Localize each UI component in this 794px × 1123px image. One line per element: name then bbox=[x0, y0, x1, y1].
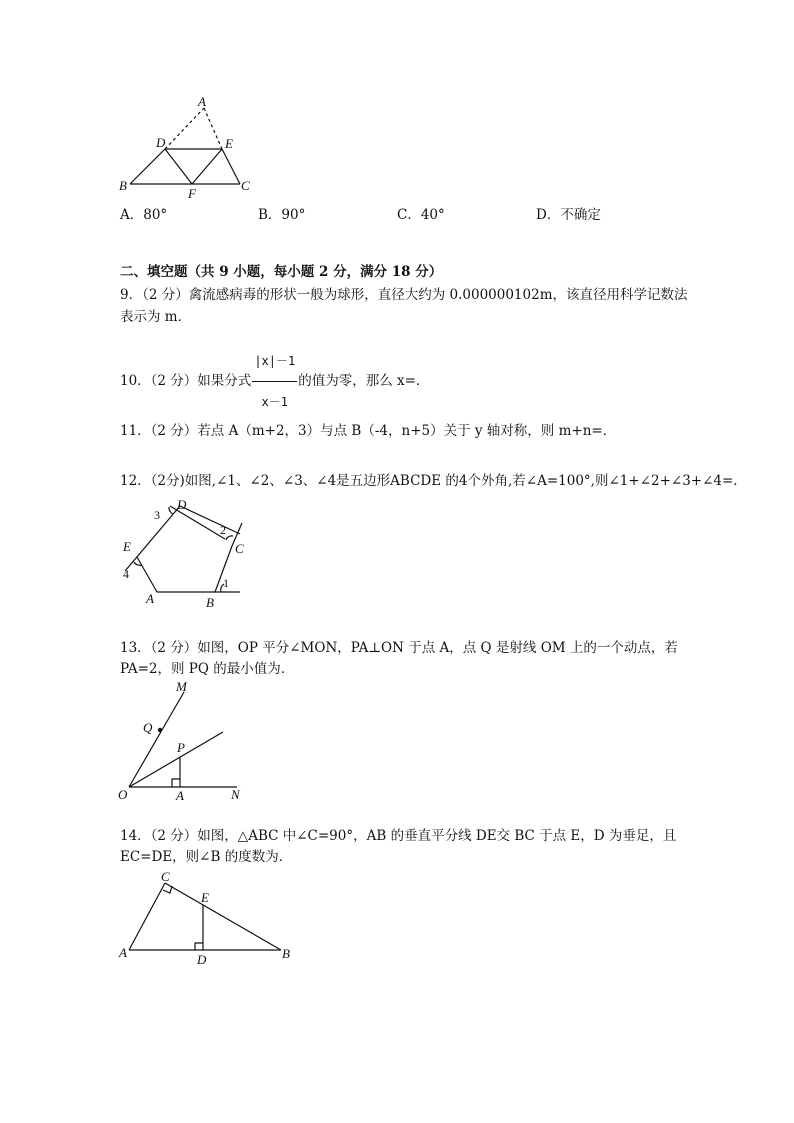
q12-segment-ea bbox=[137, 557, 157, 592]
q8-segment-df bbox=[165, 149, 192, 184]
q9-line1: 9．（2 分）禽流感病毒的形状一般为球形，直径大约为 0.000000102m，该直径用科学记数法 bbox=[120, 287, 688, 303]
q14-right-angle-mark-c bbox=[163, 886, 172, 893]
q12-label-1: 1 bbox=[223, 576, 229, 590]
q13-label-m: M bbox=[176, 680, 187, 694]
q14-label-a: A bbox=[119, 945, 127, 960]
q8-label-e: E bbox=[225, 136, 233, 151]
q12-figure bbox=[112, 493, 252, 613]
q14-line2: EC=DE，则∠B 的度数为． bbox=[120, 849, 293, 865]
q8-option-c: C．40° bbox=[397, 207, 445, 223]
q12-label-2: 2 bbox=[220, 523, 226, 537]
q8-label-b: B bbox=[119, 178, 127, 193]
q8-segment-fe bbox=[192, 149, 222, 184]
q8-label-f: F bbox=[188, 186, 196, 201]
q8-label-a: A bbox=[198, 94, 206, 109]
q14-line1: 14．（2 分）如图，△ABC 中∠C=90°，AB 的垂直平分线 DE交 BC 于点 E，D 为垂足，且 bbox=[120, 828, 677, 844]
q9-line2: 表示为 m． bbox=[120, 309, 192, 325]
q11-text: 11．（2 分）若点 A（m+2，3）与点 B（-4，n+5）关于 y 轴对称，则 m+n=． bbox=[120, 423, 617, 439]
q14-segment-cb bbox=[165, 883, 281, 950]
q10-numerator: |x|－1 bbox=[252, 342, 297, 382]
q10-suffix: 的值为零，那么 x=． bbox=[298, 373, 430, 389]
q8-label-c: C bbox=[241, 178, 250, 193]
q12-label-c: C bbox=[235, 541, 244, 556]
q14-label-e: E bbox=[201, 890, 209, 905]
q14-right-angle-mark-d bbox=[195, 943, 203, 950]
q12-label-b: B bbox=[206, 595, 214, 610]
q13-line1: 13．（2 分）如图，OP 平分∠MON，PA⊥ON 于点 A，点 Q 是射线 OM 上的一个动点，若 bbox=[120, 640, 678, 656]
q12-label-3: 3 bbox=[154, 508, 160, 522]
q8-dashed-da bbox=[165, 108, 204, 149]
q14-label-c: C bbox=[161, 869, 170, 884]
q8-option-b: B．90° bbox=[258, 207, 306, 223]
q12-label-e: E bbox=[123, 539, 131, 554]
q14-figure bbox=[112, 866, 302, 966]
q8-segment-bd bbox=[130, 149, 165, 184]
q13-figure bbox=[112, 680, 262, 804]
q12-label-d: D bbox=[177, 497, 187, 512]
q8-option-d: D．不确定 bbox=[536, 207, 601, 223]
q13-line2: PA=2，则 PQ 的最小值为． bbox=[120, 661, 295, 677]
q8-figure bbox=[112, 92, 262, 204]
q14-segment-ac bbox=[129, 883, 165, 950]
q10-fraction bbox=[252, 342, 297, 421]
q8-label-d: D bbox=[156, 135, 166, 150]
q13-label-p: P bbox=[177, 740, 185, 755]
q8-dashed-ae bbox=[204, 108, 222, 149]
q13-label-a: A bbox=[176, 788, 184, 803]
q12-label-a: A bbox=[146, 591, 154, 606]
section-title: 二、填空题（共 9 小题，每小题 2 分，满分 18 分） bbox=[120, 264, 443, 280]
q12-angle-2-arc bbox=[226, 536, 233, 540]
q10-prefix: 10．（2 分）如果分式 bbox=[120, 373, 252, 389]
q8-segment-ec bbox=[222, 149, 240, 184]
q13-ray-om bbox=[129, 692, 184, 787]
q13-label-n: N bbox=[231, 787, 240, 802]
q14-label-d: D bbox=[197, 952, 207, 966]
q14-label-b: B bbox=[282, 946, 290, 961]
q12-extended-lines bbox=[125, 506, 240, 571]
q13-point-q bbox=[158, 728, 162, 732]
q10-denominator: x－1 bbox=[261, 395, 288, 409]
q8-option-a: A．80° bbox=[120, 207, 168, 223]
q13-right-angle-mark bbox=[172, 779, 180, 787]
q12-label-4: 4 bbox=[123, 567, 129, 581]
q13-label-q: Q bbox=[143, 720, 153, 735]
q13-label-o: O bbox=[118, 787, 128, 802]
q12-text: 12．（2分)如图,∠1、∠2、∠3、∠4是五边形ABCDE 的4个外角,若∠A=100°,则∠1+∠2+∠3+∠4=． bbox=[120, 473, 747, 489]
q10-question bbox=[120, 342, 429, 421]
